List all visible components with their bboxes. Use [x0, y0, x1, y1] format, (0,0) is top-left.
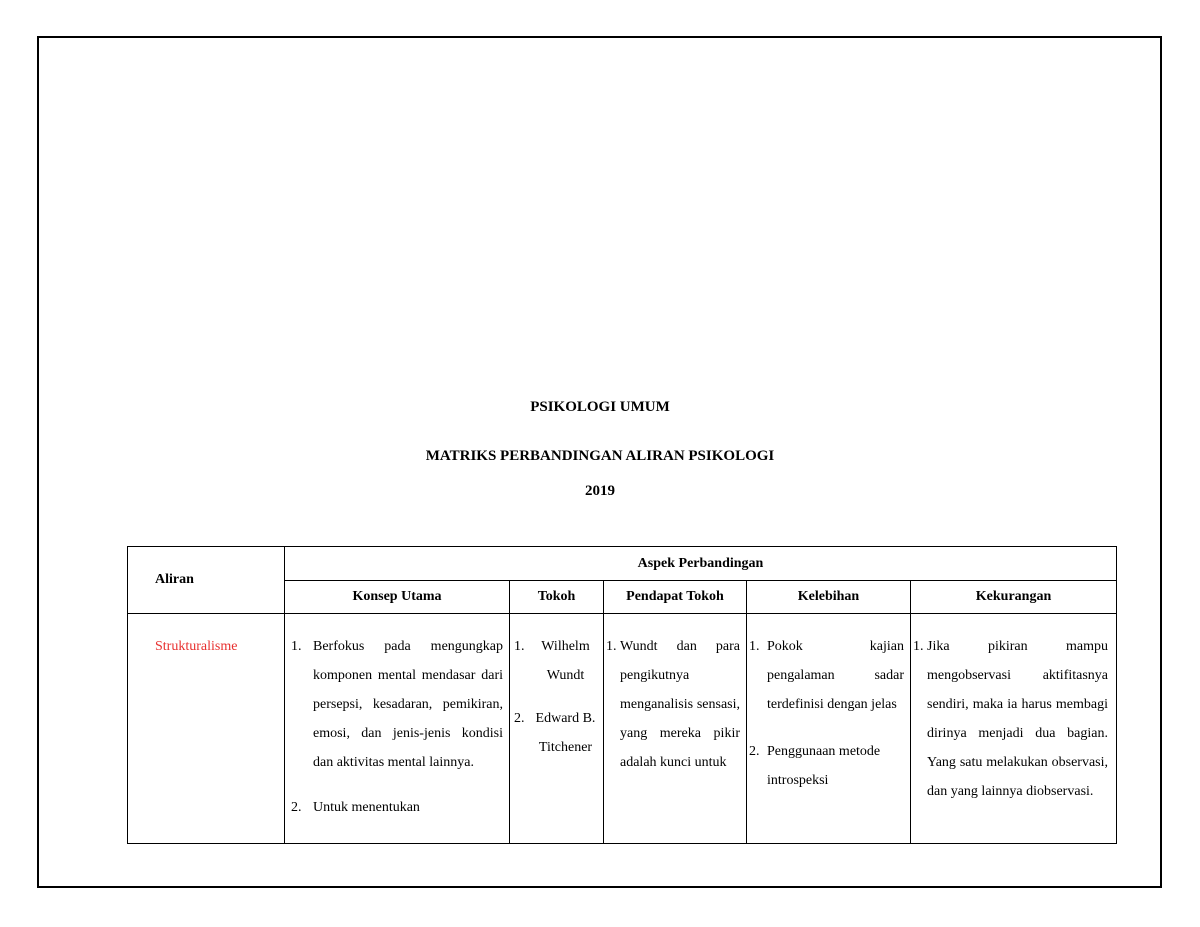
- pendapat-item-1: Wundt dan para pengikutnya menganalisis sensasi, yang mereka pikir adalah kunci untuk: [620, 639, 740, 770]
- kelebihan-cell: [747, 614, 911, 844]
- document-year: 2019: [585, 483, 615, 499]
- list-item: 2. Penggunaan metode introspeksi: [749, 737, 904, 795]
- list-item: 1. Jika pikiran mampu mengobservasi aktifitasnya sendiri, maka ia harus membagi dirinya menjadi dua bagian. Yang satu melakukan observasi, dan yang lainnya diobservasi.: [913, 632, 1108, 806]
- header-kekurangan: Kekurangan: [911, 581, 1117, 614]
- aliran-name: Strukturalisme: [155, 639, 238, 654]
- list-item: 2. Untuk menentukan: [291, 793, 503, 822]
- list-item: 2. Edward B. Titchener: [514, 704, 599, 762]
- comparison-table: [127, 546, 1117, 844]
- list-item: 1. Wundt dan para pengikutnya menganalisis sensasi, yang mereka pikir adalah kunci untuk: [606, 632, 740, 777]
- header-pendapat-tokoh: Pendapat Tokoh: [604, 581, 747, 614]
- list-item: 1. Pokok kajian pengalaman sadar terdefinisi dengan jelas: [749, 632, 904, 719]
- konsep-item-1: Berfokus pada mengungkap komponen mental mendasar dari persepsi, kesadaran, pemikiran, emosi, dan jenis-jenis kondisi dan aktivitas mental lainnya.: [313, 639, 503, 770]
- document-title: MATRIKS PERBANDINGAN ALIRAN PSIKOLOGI: [425, 448, 775, 464]
- kekurangan-item-1: Jika pikiran mampu mengobservasi aktifitasnya sendiri, maka ia harus membagi dirinya menjadi dua bagian. Yang satu melakukan observasi, dan yang lainnya diobservasi.: [927, 639, 1109, 799]
- header-aspek-perbandingan: Aspek Perbandingan: [285, 547, 1117, 581]
- tokoh-item-1: Wilhelm Wundt: [541, 639, 590, 683]
- tokoh-cell: [510, 614, 604, 844]
- konsep-item-2: Untuk menentukan: [313, 800, 420, 815]
- list-item: 1. Wilhelm Wundt: [514, 632, 599, 690]
- header-konsep-utama: Konsep Utama: [285, 581, 510, 614]
- header-tokoh: Tokoh: [510, 581, 604, 614]
- konsep-cell: [285, 614, 510, 844]
- kelebihan-item-1: Pokok kajian pengalaman sadar terdefinisi dengan jelas: [767, 639, 904, 712]
- pendapat-cell: [604, 614, 747, 844]
- list-item: 1. Berfokus pada mengungkap komponen mental mendasar dari persepsi, kesadaran, pemikiran, emosi, dan jenis-jenis kondisi dan aktivitas mental lainnya.: [291, 632, 503, 777]
- aliran-cell: [128, 614, 285, 844]
- course-title: PSIKOLOGI UMUM: [530, 399, 670, 415]
- header-kelebihan: Kelebihan: [747, 581, 911, 614]
- table-row: [128, 614, 1117, 844]
- header-aliran: Aliran: [128, 547, 285, 614]
- tokoh-item-2: Edward B. Titchener: [535, 711, 596, 755]
- kelebihan-item-2: Penggunaan metode introspeksi: [767, 744, 881, 788]
- kekurangan-cell: [911, 614, 1117, 844]
